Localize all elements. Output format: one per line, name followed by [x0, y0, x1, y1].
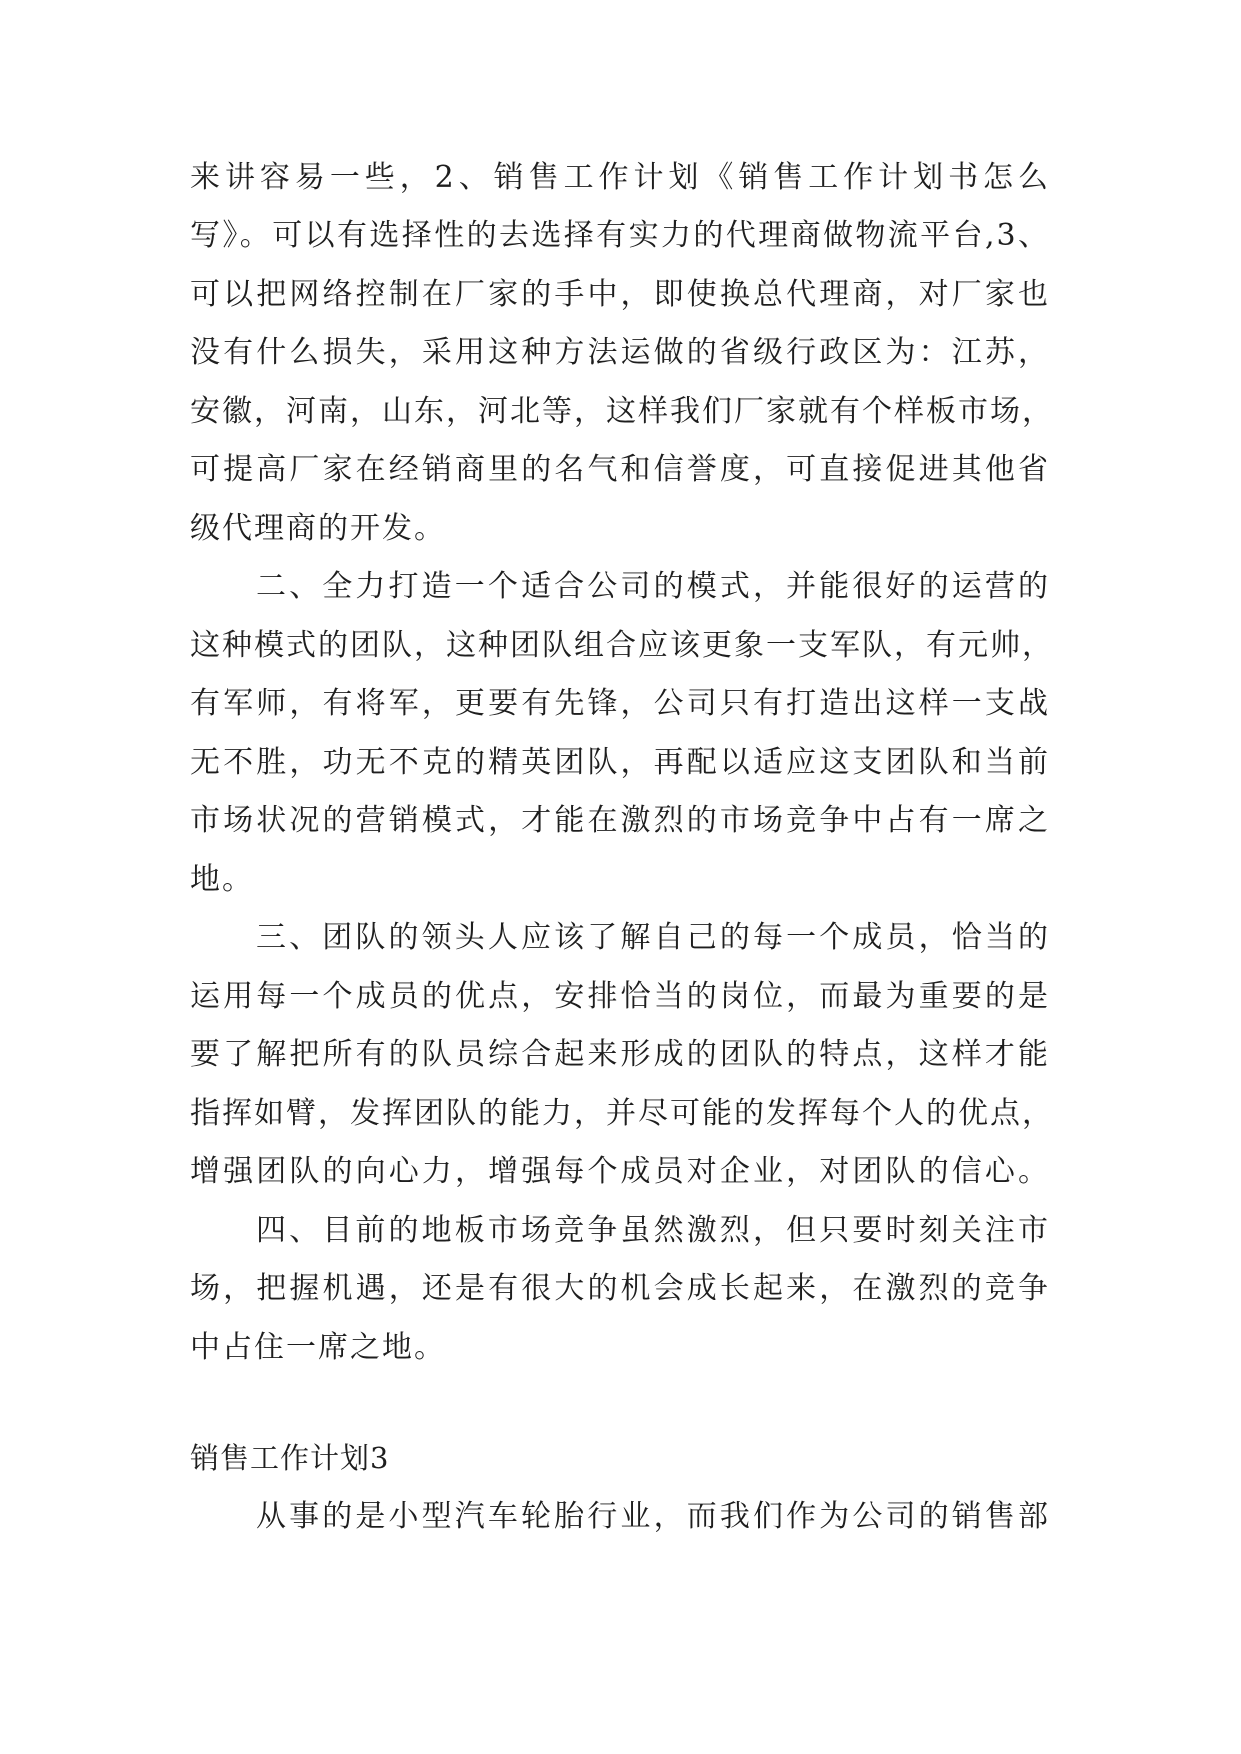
text-line: 四、目前的地板市场竞争虽然激烈，但只要时刻关注市: [256, 1213, 1050, 1248]
text-line: 没有什么损失，采用这种方法运做的省级行政区为：江苏，: [190, 335, 1050, 370]
text-line: 从事的是小型汽车轮胎行业，而我们作为公司的销售部: [256, 1499, 1050, 1534]
text-line: 增强团队的向心力，增强每个成员对企业，对团队的信心。: [190, 1154, 1050, 1189]
text-line: 三、团队的领头人应该了解自己的每一个成员，恰当的: [256, 920, 1050, 955]
text-line: 有军师，有将军，更要有先锋，公司只有打造出这样一支战: [190, 686, 1050, 721]
text-line: 中占住一席之地。: [190, 1330, 446, 1365]
text-line: 二、全力打造一个适合公司的模式，并能很好的运营的: [256, 569, 1050, 604]
section-heading: 销售工作计划3: [190, 1441, 390, 1475]
text-line: 安徽，河南，山东，河北等，这样我们厂家就有个样板市场，: [190, 394, 1054, 429]
text-line: 可提高厂家在经销商里的名气和信誉度，可直接促进其他省: [190, 452, 1050, 487]
text-line: 运用每一个成员的优点，安排恰当的岗位，而最为重要的是: [190, 979, 1050, 1014]
text-line: 场，把握机遇，还是有很大的机会成长起来，在激烈的竞争: [190, 1271, 1050, 1306]
text-line: 要了解把所有的队员综合起来形成的团队的特点，这样才能: [190, 1037, 1050, 1072]
text-line: 市场状况的营销模式，才能在激烈的市场竞争中占有一席之: [190, 803, 1050, 838]
text-line: 来讲容易一些，2、销售工作计划《销售工作计划书怎么: [190, 160, 1050, 195]
text-line: 无不胜，功无不克的精英团队，再配以适应这支团队和当前: [190, 745, 1050, 780]
text-line: 级代理商的开发。: [190, 511, 446, 546]
text-line: 指挥如臂，发挥团队的能力，并尽可能的发挥每个人的优点，: [190, 1096, 1054, 1131]
text-line: 地。: [190, 862, 254, 897]
text-line: 写》。可以有选择性的去选择有实力的代理商做物流平台,3、: [190, 218, 1050, 253]
text-line: 可以把网络控制在厂家的手中，即使换总代理商，对厂家也: [190, 277, 1050, 312]
text-line: 这种模式的团队，这种团队组合应该更象一支军队，有元帅，: [190, 628, 1054, 663]
